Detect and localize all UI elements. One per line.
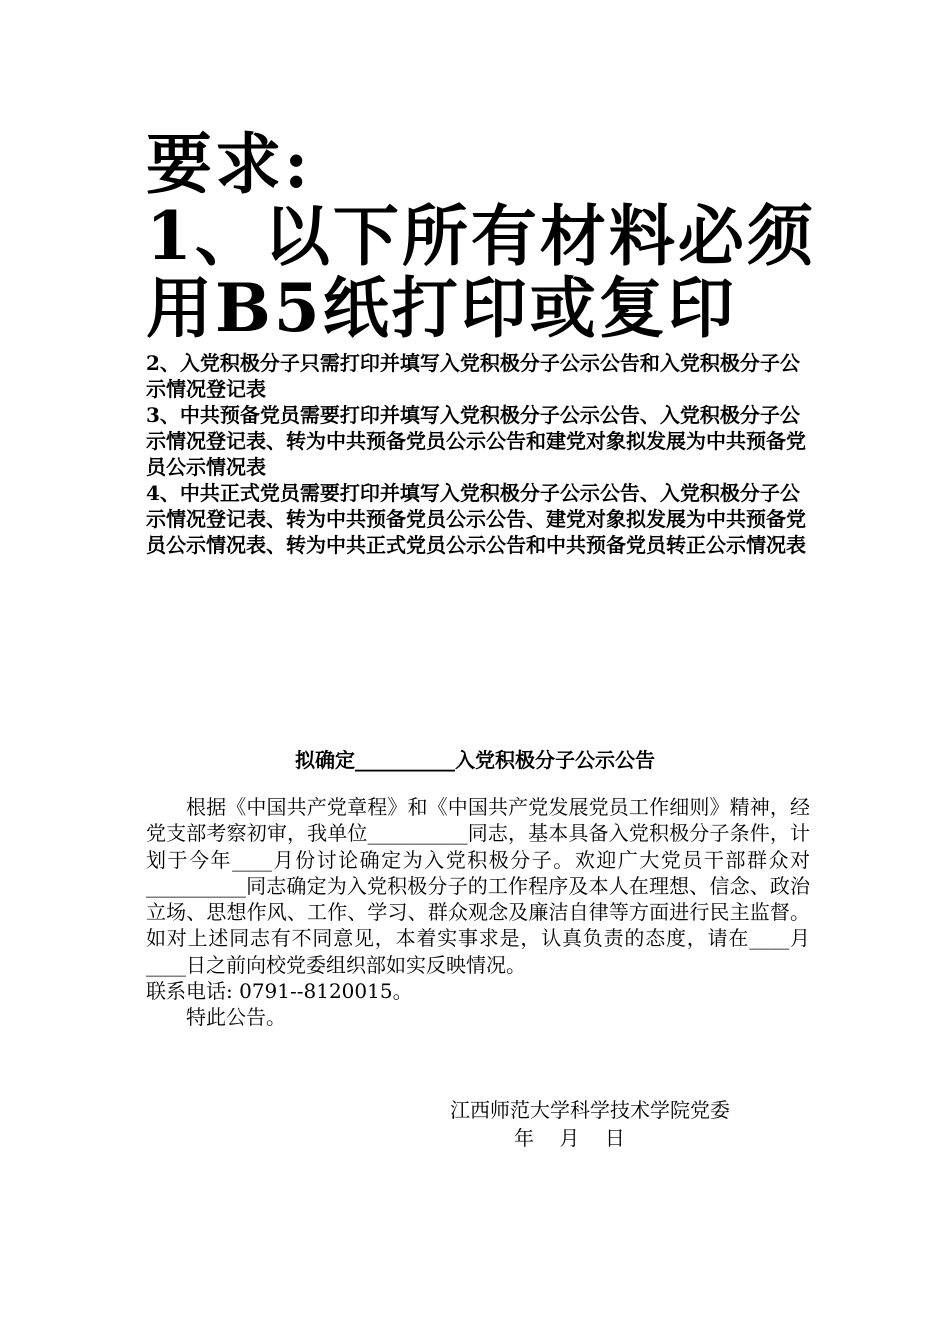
notice-paragraph: 根据《中国共产党章程》和《中国共产党发展党员工作细则》精神，经党支部考察初审，我单位__________同志，基本具备入党积极分子条件，计划于今年____月份讨论确定为入党积极分子。欢迎广大党员干部群众对__________同志确定为入党积极分子的工作程序及本人在理想、信念、政治立场、思想作风、工作、学习、群众观念及廉洁自律等方面进行民主监督。如对上述同志有不同意见，本着实事求是，认真负责的态度，请在____月____日之前向校党委组织部如实反映情况。 (146, 795, 810, 977)
notice-body (146, 794, 810, 1031)
notice-title: 拟确定__________入党积极分子公示公告 (295, 748, 655, 772)
notice-closing: 特此公告。 (186, 1005, 286, 1030)
date-line: 年 月 日 (514, 1126, 625, 1150)
requirement-item-3: 3、中共预备党员需要打印并填写入党积极分子公示公告、入党积极分子公示情况登记表、转为中共预备党员公示公告和建党对象拟发展为中共预备党员公示情况表 (146, 403, 806, 479)
requirement-item-1-line-1: 1、以下所有材料必须 (146, 197, 816, 275)
requirement-item-1-line-2: 用B5纸打印或复印 (146, 269, 737, 347)
requirement-item-4: 4、中共正式党员需要打印并填写入党积极分子公示公告、入党积极分子公示情况登记表、转为中共预备党员公示公告、建党对象拟发展为中共预备党员公示情况表、转为中共正式党员公示公告和中共预备党员转正公示情况表 (146, 481, 806, 557)
contact-phone: 联系电话: 0791--8120015。 (146, 979, 413, 1004)
requirements-heading: 要求: (146, 125, 312, 203)
requirement-item-2: 2、入党积极分子只需打印并填写入党积极分子公示公告和入党积极分子公示情况登记表 (146, 351, 800, 401)
signature: 江西师范大学科学技术学院党委 (450, 1098, 730, 1122)
